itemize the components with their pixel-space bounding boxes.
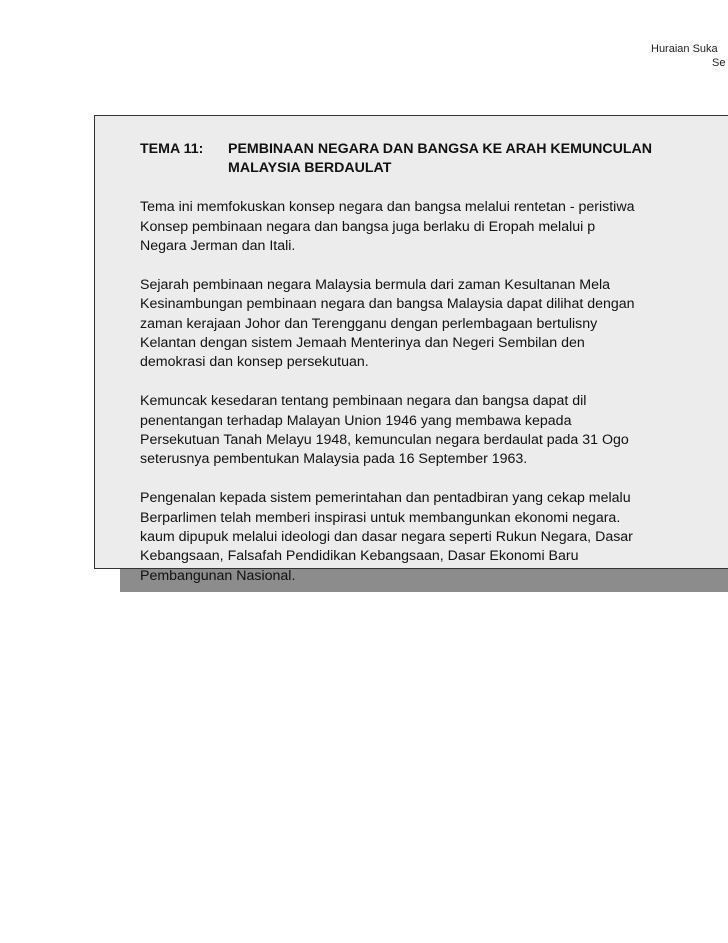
paragraph-line: Pembangunan Nasional.	[140, 567, 296, 584]
tema-label: TEMA 11:	[140, 141, 204, 157]
paragraph-line: penentangan terhadap Malayan Union 1946 yang membawa kepada	[140, 412, 572, 429]
paragraph-4	[140, 489, 728, 586]
paragraph-line: Kemuncak kesedaran tentang pembinaan negara dan bangsa dapat dil	[140, 393, 587, 410]
tema-title-line-1: PEMBINAAN NEGARA DAN BANGSA KE ARAH KEMUNCULAN	[228, 141, 653, 157]
paragraph-line: Konsep pembinaan negara dan bangsa juga berlaku di Eropah melalui p	[140, 218, 596, 235]
tema-title-line-2: MALAYSIA BERDAULAT	[228, 160, 392, 177]
paragraph-1	[140, 198, 728, 256]
tema-title	[140, 140, 728, 159]
paragraph-line: Sejarah pembinaan negara Malaysia bermula dari zaman Kesultanan Mela	[140, 276, 611, 293]
paragraph-line: zaman kerajaan Johor dan Terengganu dengan perlembagaan bertulisny	[140, 315, 598, 332]
running-header-line-2: Se	[712, 57, 726, 69]
paragraph-line: Kebangsaan, Falsafah Pendidikan Kebangsaan, Dasar Ekonomi Baru	[140, 548, 579, 565]
paragraph-line: Kelantan dengan sistem Jemaah Menterinya dan Negeri Sembilan den	[140, 335, 585, 352]
paragraph-line: Tema ini memfokuskan konsep negara dan bangsa melalui rentetan - peristiwa	[140, 199, 635, 216]
paragraph-line: Persekutuan Tanah Melayu 1948, kemunculan negara berdaulat pada 31 Ogo	[140, 432, 629, 449]
paragraph-line: kaum dipupuk melalui ideologi dan dasar negara seperti Rukun Negara, Dasar	[140, 529, 633, 546]
paragraph-line: seterusnya pembentukan Malaysia pada 16 September 1963.	[140, 451, 528, 468]
paragraph-line: Negara Jerman dan Itali.	[140, 238, 296, 255]
running-header-line-1: Huraian Suka	[651, 43, 718, 55]
paragraph-3	[140, 392, 728, 470]
paragraph-line: Pengenalan kepada sistem pemerintahan dan pentadbiran yang cekap melalu	[140, 490, 631, 507]
text-box-content	[140, 140, 728, 586]
paragraph-line: demokrasi dan konsep persekutuan.	[140, 354, 369, 371]
paragraph-line: Kesinambungan pembinaan negara dan bangsa Malaysia dapat dilihat dengan	[140, 296, 635, 313]
paragraph-2	[140, 276, 728, 373]
paragraph-line: Berparlimen telah memberi inspirasi untuk membangunkan ekonomi negara.	[140, 509, 621, 526]
